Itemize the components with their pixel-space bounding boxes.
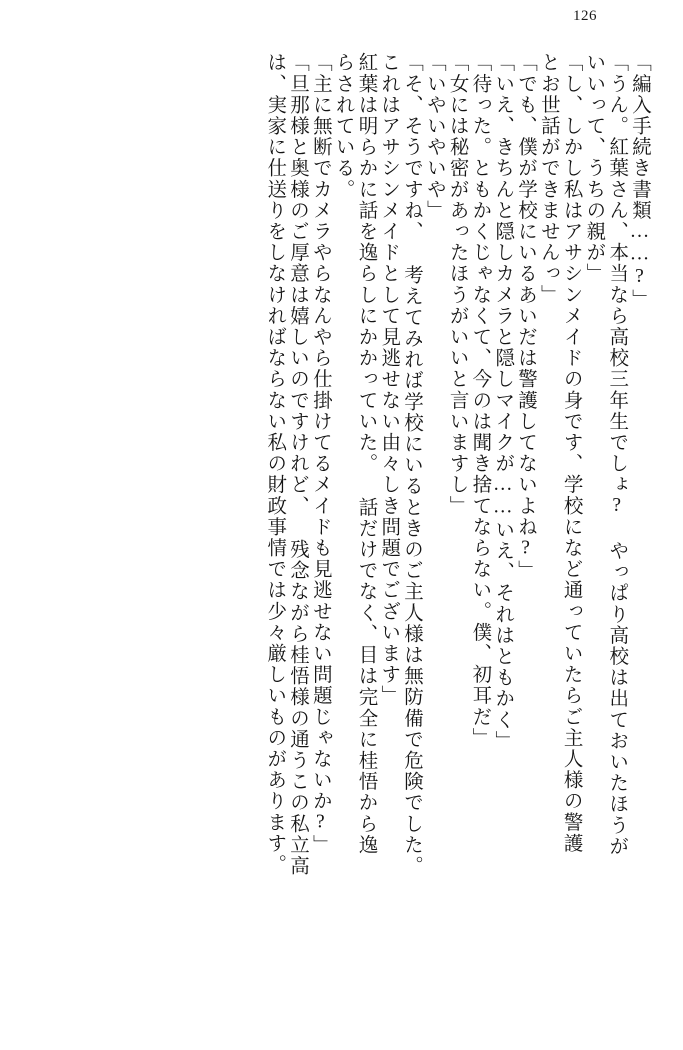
text-line: 「いえ、きちんと隠しカメラと隠しマイクが……いえ、それはともかく」 bbox=[492, 52, 514, 752]
text-line: 「でも、僕が学校にいるあいだは警護してないよね?」 bbox=[515, 52, 537, 581]
text-line: 「旦那様と奥様のご厚意は嬉しいのですけれど、 残念ながら桂悟様の通うこの私立高 bbox=[287, 52, 309, 877]
text-line: とお世話ができませんっ」 bbox=[537, 52, 559, 306]
text-line: 「いやいやいや」 bbox=[423, 52, 445, 221]
text-line: 「うん。紅葉さん、本当なら高校三年生でしょ? やっぱり高校は出ておいたほうが bbox=[606, 52, 628, 857]
text-line: 「主に無断でカメラやらなんやら仕掛けてるメイドも見逃せない問題じゃないか?」 bbox=[309, 52, 331, 856]
text-line: らされている。 bbox=[332, 52, 354, 200]
vertical-text-body bbox=[36, 52, 649, 1032]
text-line: これはアサシンメイドとして見逃せない由々しき問題でございます」 bbox=[378, 52, 400, 707]
page-number: 126 bbox=[573, 8, 597, 24]
text-line: 「待った。ともかくじゃなくて、今のは聞き捨てならない。僕、初耳だ」 bbox=[469, 52, 491, 749]
text-line: いいって、うちの親が」 bbox=[583, 52, 605, 285]
text-line: は、実家に仕送りをしなければならない私の財政事情では少々厳しいものがあります。 bbox=[264, 52, 286, 875]
text-line: 「そ、そうですね、 考えてみれば学校にいるときのご主人様は無防備で危険でした。 bbox=[401, 52, 423, 877]
text-line: 「女には秘密があったほうがいいと言いますし」 bbox=[446, 52, 468, 517]
text-line: 「し、しかし私はアサシンメイドの身です、学校になど通っていたらご主人様の警護 bbox=[560, 52, 582, 854]
text-line: 「編入手続き書類……?」 bbox=[629, 52, 650, 310]
text-line: 紅葉は明らかに話を逸らしにかかっていた。 話だけでなく、目は完全に桂悟から逸 bbox=[355, 52, 377, 856]
